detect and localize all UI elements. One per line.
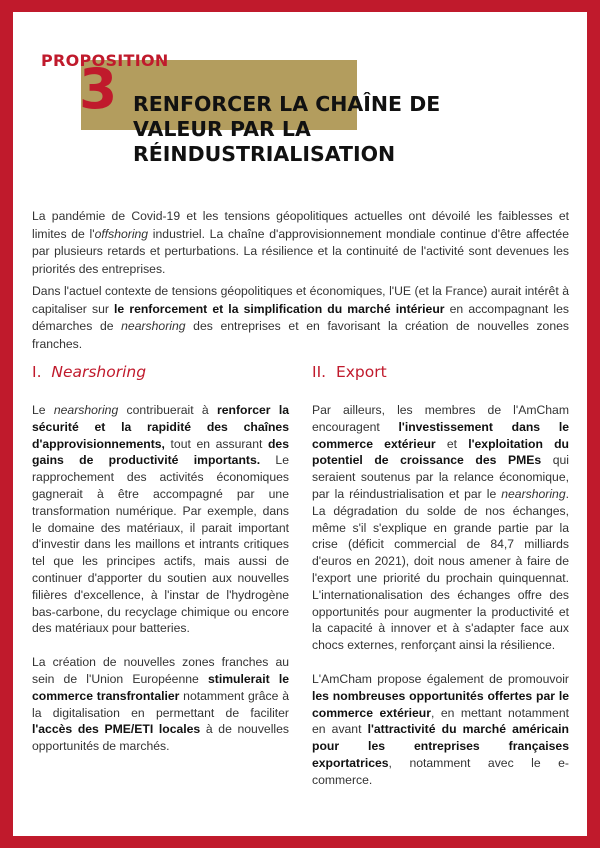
body-paragraph — [32, 654, 289, 755]
column-nearshoring — [32, 362, 289, 772]
proposition-label: PROPOSITION — [41, 51, 169, 70]
text-bold: renforcer la sécurité et la rapidité des chaînes d'approvisionnements, — [32, 403, 289, 451]
text-run: tout en assurant — [164, 436, 268, 451]
text-run: , notamment avec le e-commerce. — [312, 755, 569, 787]
title-line: RENFORCER LA CHAÎNE DE — [133, 92, 441, 116]
text-run: industriel. La chaîne d'approvisionnement mondiale continue d'être affectée par plusieurs retards et perturbations. La résilience et la continuité de l'activité sont devenues les priorités des entreprises. — [32, 226, 569, 276]
column-export — [312, 362, 569, 806]
section-number: I. — [32, 363, 42, 381]
title-line: VALEUR PAR LA — [133, 117, 311, 141]
text-italic: offshoring — [94, 226, 149, 241]
body-paragraph — [312, 402, 569, 654]
text-run: L'AmCham propose également de promouvoir — [312, 671, 569, 686]
section-heading-export — [312, 362, 569, 382]
text-bold: l'accès des PME/ETI locales — [32, 722, 201, 737]
text-bold: le renforcement et la simplification du marché intérieur — [114, 301, 445, 316]
text-bold: l'attractivité du marché américain pour les entreprises françaises exportatrices — [312, 722, 569, 770]
text-run: qui seraient soutenus par la relance économique, par la réindustrialisation et par le — [312, 453, 569, 501]
section-title: Export — [335, 363, 387, 381]
text-run: et — [435, 436, 469, 451]
text-bold: les nombreuses opportunités offertes par le commerce extérieur — [312, 688, 569, 720]
text-run: notamment grâce à la digitalisation en permettant de faciliter — [32, 688, 289, 720]
intro-paragraph — [32, 208, 569, 278]
text-run: des entreprises et en favorisant la création de nouvelles zones franches. — [32, 319, 569, 351]
text-italic: nearshoring — [121, 319, 186, 333]
text-bold: l'exploitation du potentiel de croissance des PMEs — [312, 436, 569, 468]
text-run: Par ailleurs, les membres de l'AmCham encouragent — [312, 403, 569, 434]
body-paragraph — [312, 671, 569, 789]
title-line: RÉINDUSTRIALISATION — [133, 142, 396, 166]
text-run: , en mettant notamment en avant — [312, 705, 569, 737]
text-run: La pandémie de Covid-19 et les tensions géopolitiques actuelles ont dévoilé les faiblesses et limites de l' — [32, 209, 569, 241]
text-bold: stimulerait le commerce transfrontalier — [32, 671, 289, 703]
text-run: Dans l'actuel contexte de tensions géopolitiques et économiques, l'UE (et la France) aurait intérêt à capitaliser sur — [32, 284, 569, 316]
text-run: en accompagnant les démarches de — [32, 301, 569, 333]
text-run: Le rapprochement des activités économiques gagnerait à être accompagné par une transformation numérique. Par exemple, dans le domaine des matériaux, il parait important d'investir dans les maillons et intrants critiques tel que les principes actifs, mais aussi de continuer d'apporter du soutien aux nouvelles filières d'excellence, à l'instar de l'hydrogène bas-carbone, du recyclage chimique ou encore des matériaux pour batteries. — [32, 453, 289, 636]
proposition-number: 3 — [79, 57, 118, 121]
text-bold: l'investissement dans le commerce extérieur — [312, 419, 569, 451]
text-run: Le — [32, 403, 54, 417]
text-run: contribuerait à — [118, 403, 218, 417]
text-italic: nearshoring — [53, 403, 119, 417]
intro-paragraph — [32, 283, 569, 353]
section-title: Nearshoring — [51, 363, 147, 381]
text-run: à de nouvelles opportunités de marchés. — [32, 722, 289, 754]
body-paragraph — [32, 402, 289, 637]
section-heading-nearshoring — [32, 362, 289, 382]
section-number: II. — [312, 363, 327, 381]
text-run: La création de nouvelles zones franches au sein de l'Union Européenne — [32, 655, 289, 686]
page-title — [133, 92, 513, 167]
text-run: . La dégradation du solde de nos échanges, même s'il s'explique en grande partie par la crise (déficit commercial de 84,7 milliards d'euros en 2021), doit nous amener à faire de l'export une priorité du prochain quinquennat. L'internationalisation des échanges offre des opportunités pour augmenter la productivité et la capacité à innover et à s'adapter face aux chocs externes, renforçant ainsi la résilience. — [312, 486, 569, 653]
text-bold: des gains de productivité importants. — [32, 436, 289, 468]
text-italic: nearshoring — [501, 486, 566, 501]
